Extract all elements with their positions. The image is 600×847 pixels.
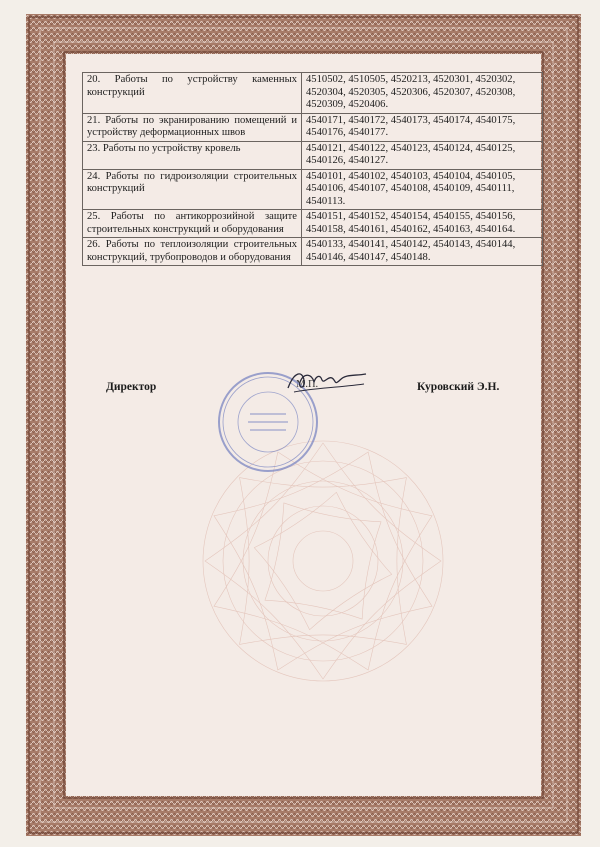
okdp-codes-cell: 4540121, 4540122, 4540123, 4540124, 4540125, 4540126, 4540127.	[302, 141, 543, 169]
table-row	[83, 238, 543, 266]
okdp-codes-cell: 4540133, 4540141, 4540142, 4540143, 4540144, 4540146, 4540147, 4540148.	[302, 238, 543, 266]
okdp-codes-cell: 4540151, 4540152, 4540154, 4540155, 4540156, 4540158, 4540161, 4540162, 4540163, 4540164.	[302, 210, 543, 238]
okdp-codes-cell: 4510502, 4510505, 4520213, 4520301, 4520302, 4520304, 4520305, 4520306, 4520307, 4520308, 4520309, 4520406.	[302, 73, 543, 114]
table-row	[83, 210, 543, 238]
signatory-name: Куровский Э.Н.	[417, 381, 500, 393]
okdp-codes-cell: 4540171, 4540172, 4540173, 4540174, 4540175, 4540176, 4540177.	[302, 113, 543, 141]
signatory-title: Директор	[106, 381, 157, 393]
handwritten-signature	[284, 366, 368, 396]
work-type-cell: 25. Работы по антикоррозийной защите строительных конструкций и оборудования	[83, 210, 302, 238]
works-table-container	[82, 72, 524, 266]
work-type-cell: 24. Работы по гидроизоляции строительных конструкций	[83, 169, 302, 210]
table-row	[83, 73, 543, 114]
work-type-cell: 23. Работы по устройству кровель	[83, 141, 302, 169]
certificate-page	[26, 14, 581, 836]
work-type-cell: 21. Работы по экранированию помещений и устройству деформационных швов	[83, 113, 302, 141]
work-type-cell: 20. Работы по устройству каменных конструкций	[83, 73, 302, 114]
table-row	[83, 141, 543, 169]
works-table	[82, 72, 543, 266]
table-row	[83, 169, 543, 210]
okdp-codes-cell: 4540101, 4540102, 4540103, 4540104, 4540105, 4540106, 4540107, 4540108, 4540109, 4540111, 4540113.	[302, 169, 543, 210]
work-type-cell: 26. Работы по теплоизоляции строительных конструкций, трубопроводов и оборудования	[83, 238, 302, 266]
table-row	[83, 113, 543, 141]
stamp-place-label: М.П.	[296, 379, 319, 390]
